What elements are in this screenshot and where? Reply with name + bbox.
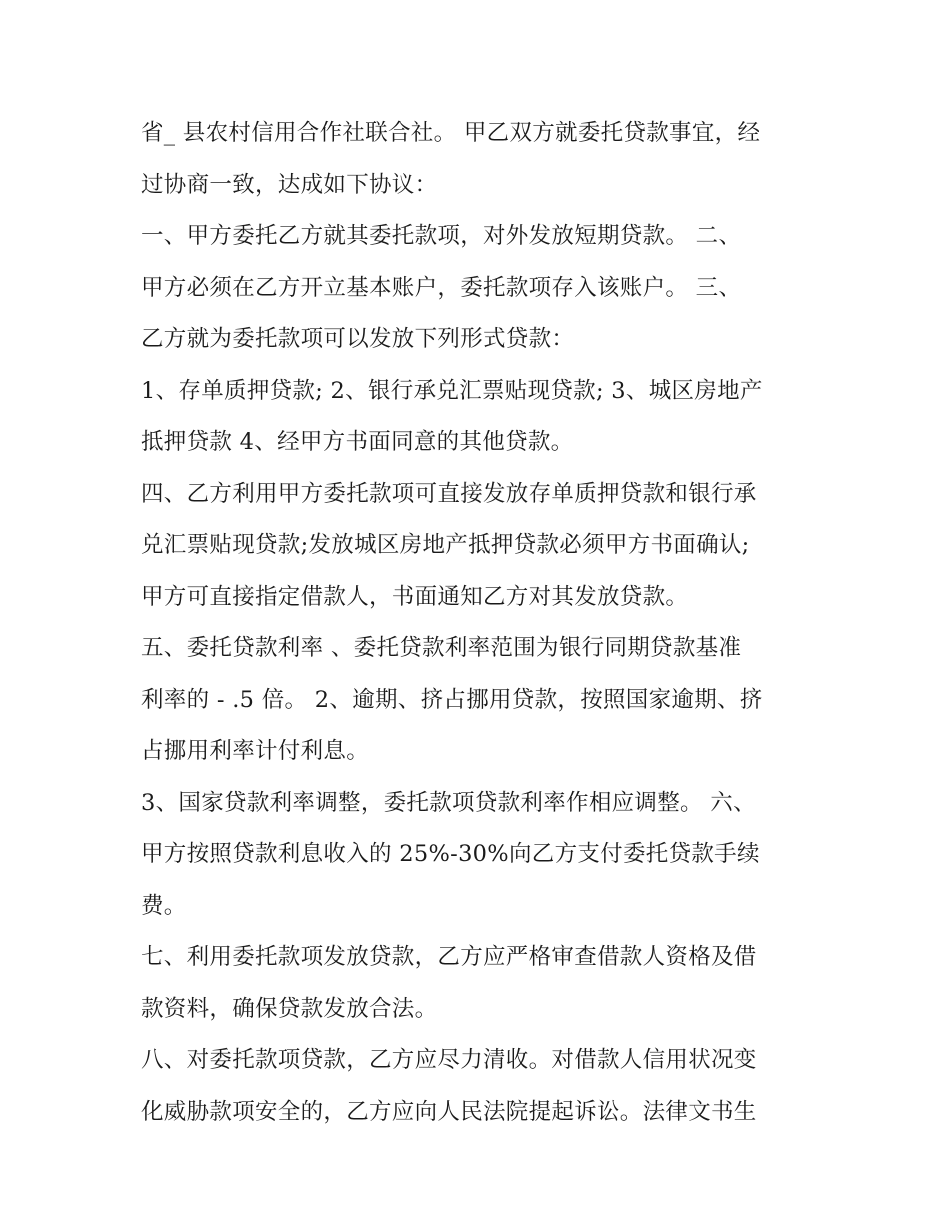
text-line: 过协商一致，达成如下协议： bbox=[141, 171, 438, 198]
text-line: 利率的 - .5 倍。 2、逾期、挤占挪用贷款，按照国家逾期、挤 bbox=[141, 686, 763, 713]
text-line: 3、国家贷款利率调整，委托款项贷款利率作相应调整。 六、 bbox=[141, 789, 756, 816]
text-line: 兑汇票贴现贷款;发放城区房地产抵押贷款必须甲方书面确认; bbox=[141, 532, 750, 558]
text-line: 五、委托贷款利率 、委托贷款利率范围为银行同期贷款基准 bbox=[141, 635, 742, 661]
text-line: 抵押贷款 4、经甲方书面同意的其他贷款。 bbox=[141, 429, 574, 455]
text-line: 甲方按照贷款利息收入的 25%-30%向乙方支付委托贷款手续 bbox=[141, 841, 760, 867]
text-line: 四、乙方利用甲方委托款项可直接发放存单质押贷款和银行承 bbox=[141, 480, 757, 507]
text-line: 甲方必须在乙方开立基本账户，委托款项存入该账户。 三、 bbox=[141, 274, 742, 301]
text-line: 占挪用利率计付利息。 bbox=[141, 738, 370, 764]
text-line: 省_ 县农村信用合作社联合社。 甲乙双方就委托贷款事宜，经 bbox=[141, 120, 761, 146]
text-line: 七、利用委托款项发放贷款，乙方应严格审查借款人资格及借 bbox=[141, 944, 757, 970]
text-line: 八、对委托款项贷款，乙方应尽力清收。对借款人信用状况变 bbox=[141, 1047, 757, 1073]
document-body bbox=[141, 108, 821, 1138]
text-line: 乙方就为委托款项可以发放下列形式贷款： bbox=[141, 326, 575, 352]
text-line: 1、存单质押贷款; 2、银行承兑汇票贴现贷款; 3、城区房地产 bbox=[141, 377, 763, 404]
text-line: 一、甲方委托乙方就其委托款项，对外发放短期贷款。 二、 bbox=[141, 223, 742, 249]
text-line: 甲方可直接指定借款人，书面通知乙方对其发放贷款。 bbox=[141, 583, 689, 610]
text-line: 费。 bbox=[141, 892, 187, 919]
text-line: 化威胁款项安全的，乙方应向人民法院提起诉讼。法律文书生 bbox=[141, 1098, 757, 1125]
text-line: 款资料，确保贷款发放合法。 bbox=[141, 995, 438, 1022]
